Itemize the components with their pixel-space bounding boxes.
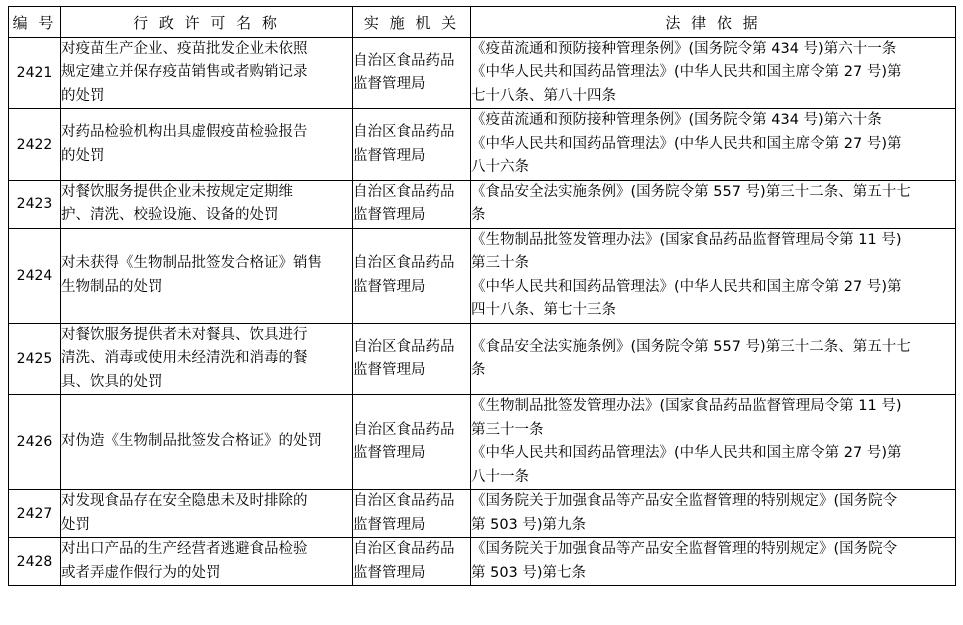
cell-legal-basis xyxy=(471,395,956,490)
column-header-authority: 实 施 机 关 xyxy=(353,7,471,38)
cell-permit-name xyxy=(61,180,353,228)
legal-basis-line: 八十一条 xyxy=(471,468,529,485)
legal-basis-line: 《中华人民共和国药品管理法》(中华人民共和国主席令第 27 号)第 xyxy=(471,64,902,81)
legal-basis-line: 《中华人民共和国药品管理法》(中华人民共和国主席令第 27 号)第 xyxy=(471,445,902,462)
cell-legal-basis xyxy=(471,490,956,538)
cell-authority xyxy=(353,395,471,490)
permit-name-line: 对疫苗生产企业、疫苗批发企业未依照 xyxy=(61,41,308,57)
permit-name-line: 或者弄虚作假行为的处罚 xyxy=(61,564,221,581)
cell-permit-name xyxy=(61,38,353,109)
legal-basis-line: 条 xyxy=(471,207,486,224)
column-header-permit-name: 行 政 许 可 名 称 xyxy=(61,7,353,38)
cell-permit-number: 2426 xyxy=(9,395,61,490)
permit-name-line: 护、清洗、校验设施、设备的处罚 xyxy=(61,207,279,224)
cell-legal-basis xyxy=(471,323,956,394)
legal-basis-line: 《食品安全法实施条例》(国务院令第 557 号)第三十二条、第五十七 xyxy=(471,338,911,355)
permit-name-line: 具、饮具的处罚 xyxy=(61,373,163,390)
cell-permit-number: 2421 xyxy=(9,38,61,109)
authority-line: 自治区食品药品 xyxy=(353,255,455,272)
permit-name-line: 对伪造《生物制品批签发合格证》的处罚 xyxy=(61,433,322,450)
cell-legal-basis xyxy=(471,109,956,180)
cell-permit-name xyxy=(61,395,353,490)
cell-authority xyxy=(353,180,471,228)
authority-line: 监督管理局 xyxy=(353,362,426,379)
cell-authority xyxy=(353,109,471,180)
permit-name-line: 的处罚 xyxy=(61,87,105,104)
permit-name-line: 生物制品的处罚 xyxy=(61,278,163,295)
authority-line: 自治区食品药品 xyxy=(353,541,455,558)
table-row xyxy=(9,180,956,228)
authority-line: 自治区食品药品 xyxy=(353,183,455,200)
cell-permit-number: 2425 xyxy=(9,323,61,394)
cell-legal-basis xyxy=(471,538,956,586)
legal-basis-line: 《生物制品批签发管理办法》(国家食品药品监督管理局令第 11 号) xyxy=(471,398,902,415)
legal-basis-line: 《国务院关于加强食品等产品安全监督管理的特别规定》(国务院令 xyxy=(471,541,898,558)
authority-line: 监督管理局 xyxy=(353,445,426,462)
table-row xyxy=(9,109,956,180)
cell-legal-basis xyxy=(471,38,956,109)
legal-basis-line: 第三十条 xyxy=(471,255,529,272)
legal-basis-line: 《生物制品批签发管理办法》(国家食品药品监督管理局令第 11 号) xyxy=(471,231,902,248)
permit-name-line: 对未获得《生物制品批签发合格证》销售 xyxy=(61,255,322,272)
cell-authority xyxy=(353,538,471,586)
table-header xyxy=(9,7,956,38)
permit-name-line: 清洗、消毒或使用未经清洗和消毒的餐 xyxy=(61,350,308,367)
cell-permit-number: 2427 xyxy=(9,490,61,538)
authority-line: 监督管理局 xyxy=(353,207,426,224)
authority-line: 自治区食品药品 xyxy=(353,52,455,69)
cell-authority xyxy=(353,228,471,323)
cell-legal-basis xyxy=(471,180,956,228)
permit-name-line: 对出口产品的生产经营者逃避食品检验 xyxy=(61,541,308,558)
legal-basis-line: 四十八条、第七十三条 xyxy=(471,302,616,319)
authority-line: 监督管理局 xyxy=(353,76,426,93)
legal-basis-line: 八十六条 xyxy=(471,159,529,176)
cell-permit-name xyxy=(61,538,353,586)
authority-line: 自治区食品药品 xyxy=(353,124,455,141)
permit-name-line: 规定建立并保存疫苗销售或者购销记录 xyxy=(61,64,308,81)
cell-permit-name xyxy=(61,323,353,394)
table-row xyxy=(9,538,956,586)
table-row xyxy=(9,490,956,538)
authority-line: 监督管理局 xyxy=(353,564,426,581)
cell-permit-name xyxy=(61,490,353,538)
authority-line: 监督管理局 xyxy=(353,147,426,164)
legal-basis-line: 第 503 号)第七条 xyxy=(471,564,587,581)
legal-basis-line: 《国务院关于加强食品等产品安全监督管理的特别规定》(国务院令 xyxy=(471,493,898,510)
table-header-row xyxy=(9,7,956,38)
legal-basis-line: 《食品安全法实施条例》(国务院令第 557 号)第三十二条、第五十七 xyxy=(471,183,911,200)
permit-name-line: 对发现食品存在安全隐患未及时排除的 xyxy=(61,493,308,510)
permit-name-line: 的处罚 xyxy=(61,147,105,164)
authority-line: 自治区食品药品 xyxy=(353,493,455,510)
legal-basis-line: 《中华人民共和国药品管理法》(中华人民共和国主席令第 27 号)第 xyxy=(471,278,902,295)
table-row xyxy=(9,323,956,394)
legal-basis-line: 第 503 号)第九条 xyxy=(471,516,587,533)
table-row xyxy=(9,395,956,490)
cell-legal-basis xyxy=(471,228,956,323)
cell-permit-number: 2424 xyxy=(9,228,61,323)
authority-line: 自治区食品药品 xyxy=(353,338,455,355)
legal-basis-line: 《中华人民共和国药品管理法》(中华人民共和国主席令第 27 号)第 xyxy=(471,135,902,152)
cell-permit-name xyxy=(61,228,353,323)
column-header-legal-basis: 法 律 依 据 xyxy=(471,7,956,38)
permit-name-line: 对餐饮服务提供企业未按规定定期维 xyxy=(61,183,293,200)
authority-line: 自治区食品药品 xyxy=(353,421,455,438)
legal-basis-line: 《疫苗流通和预防接种管理条例》(国务院令第 434 号)第六十条 xyxy=(471,112,882,129)
table-body xyxy=(9,38,956,586)
legal-basis-line: 《疫苗流通和预防接种管理条例》(国务院令第 434 号)第六十一条 xyxy=(471,41,897,57)
authority-line: 监督管理局 xyxy=(353,278,426,295)
legal-basis-line: 七十八条、第八十四条 xyxy=(471,87,616,104)
cell-permit-number: 2423 xyxy=(9,180,61,228)
administrative-permit-table xyxy=(8,6,956,586)
legal-basis-line: 条 xyxy=(471,362,486,379)
cell-authority xyxy=(353,490,471,538)
permit-name-line: 对餐饮服务提供者未对餐具、饮具进行 xyxy=(61,326,308,343)
cell-permit-number: 2428 xyxy=(9,538,61,586)
permit-name-line: 处罚 xyxy=(61,516,90,533)
cell-authority xyxy=(353,323,471,394)
legal-basis-line: 第三十一条 xyxy=(471,421,544,438)
table-row xyxy=(9,228,956,323)
cell-permit-number: 2422 xyxy=(9,109,61,180)
cell-permit-name xyxy=(61,109,353,180)
permit-name-line: 对药品检验机构出具虚假疫苗检验报告 xyxy=(61,124,308,141)
column-header-number: 编 号 xyxy=(9,7,61,38)
cell-authority xyxy=(353,38,471,109)
authority-line: 监督管理局 xyxy=(353,516,426,533)
table-row xyxy=(9,38,956,109)
